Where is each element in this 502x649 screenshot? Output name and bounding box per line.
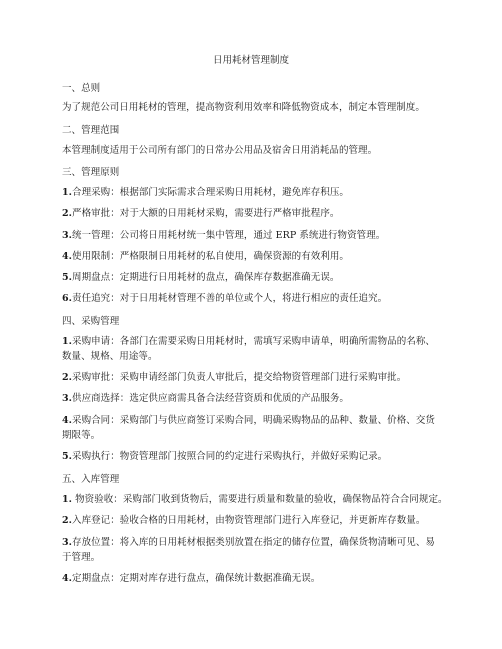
list-item [62, 251, 452, 263]
list-item-text: 入库登记：验收合格的日用耗材，由物资管理部门进行入库登记，并更新库存数量。 [72, 515, 426, 526]
list-item-text: 周期盘点：定期进行日用耗材的盘点，确保库存数据准确无误。 [72, 272, 340, 283]
section-heading: 五、入库管理 [62, 474, 120, 485]
list-item [62, 336, 452, 348]
paragraph: 本管理制度适用于公司所有部门的日常办公用品及宿舍日用消耗品的管理。 [62, 145, 378, 156]
section-heading: 三、管理原则 [62, 167, 120, 178]
list-item-continuation: 数量、规格、用途等。 [62, 351, 158, 362]
list-item-text: 采购审批：采购申请经部门负责人审批后，提交给物资管理部门进行采购审批。 [72, 372, 407, 383]
section-heading: 一、总则 [62, 83, 101, 94]
paragraph: 为了规范公司日用耗材的管理，提高物资利用效率和降低物资成本，制定本管理制度。 [62, 102, 425, 113]
list-item-number: 2. [62, 208, 73, 219]
list-item-continuation: 期限等。 [62, 430, 101, 441]
section-heading: 四、采购管理 [62, 316, 120, 327]
list-item [62, 415, 452, 427]
list-item-number: 6. [62, 293, 73, 304]
list-item [62, 272, 452, 284]
list-item-number: 1. [62, 187, 73, 198]
list-item [62, 537, 452, 549]
list-item [62, 293, 452, 305]
document-title: 日用耗材管理制度 [212, 55, 289, 66]
list-item-number: 3. [62, 230, 73, 241]
list-item-continuation: 于管理。 [62, 552, 101, 563]
list-item-text: 统一管理：公司将日用耗材统一集中管理，通过 ERP 系统进行物资管理。 [72, 230, 386, 241]
list-item-number: 1. [62, 494, 73, 505]
list-item-number: 5. [62, 451, 73, 462]
list-item-text: 严格审批：对于大额的日用耗材采购，需要进行严格审批程序。 [72, 208, 340, 219]
list-item-number: 2. [62, 515, 73, 526]
list-item [62, 393, 452, 405]
list-item [62, 208, 452, 220]
list-item-number: 2. [62, 372, 73, 383]
list-item [62, 230, 452, 242]
list-item-text: 使用限制：严格限制日用耗材的私自使用，确保资源的有效利用。 [72, 251, 349, 262]
list-item [62, 451, 452, 463]
list-item-text: 供应商选择：选定供应商需具备合法经营资质和优质的产品服务。 [72, 393, 349, 404]
list-item-text: 存放位置：将入库的日用耗材根据类别放置在指定的储存位置，确保货物清晰可见、易 [72, 537, 435, 548]
list-item-text: 合理采购：根据部门实际需求合理采购日用耗材，避免库存积压。 [72, 187, 349, 198]
list-item-text: 责任追究：对于日用耗材管理不善的单位或个人，将进行相应的责任追究。 [72, 293, 388, 304]
list-item-number: 3. [62, 393, 73, 404]
section-heading: 二、管理范围 [62, 125, 120, 136]
list-item-number: 1. [62, 336, 73, 347]
list-item-text: 物资验收：采购部门收到货物后，需要进行质量和数量的验收，确保物品符合合同规定。 [72, 494, 448, 505]
list-item-text: 采购执行：物资管理部门按照合同的约定进行采购执行，并做好采购记录。 [72, 451, 388, 462]
list-item [62, 187, 452, 199]
list-item [62, 494, 452, 506]
list-item-number: 4. [62, 573, 73, 584]
list-item-text: 采购申请：各部门在需要采购日用耗材时，需填写采购申请单，明确所需物品的名称、 [72, 336, 435, 347]
list-item-number: 5. [62, 272, 73, 283]
list-item-text: 采购合同：采购部门与供应商签订采购合同，明确采购物品的品种、数量、价格、交货 [72, 415, 435, 426]
list-item [62, 573, 452, 585]
list-item-number: 4. [62, 251, 73, 262]
list-item [62, 515, 452, 527]
list-item-number: 3. [62, 537, 73, 548]
list-item-text: 定期盘点：定期对库存进行盘点，确保统计数据准确无误。 [72, 573, 321, 584]
list-item-number: 4. [62, 415, 73, 426]
list-item [62, 372, 452, 384]
